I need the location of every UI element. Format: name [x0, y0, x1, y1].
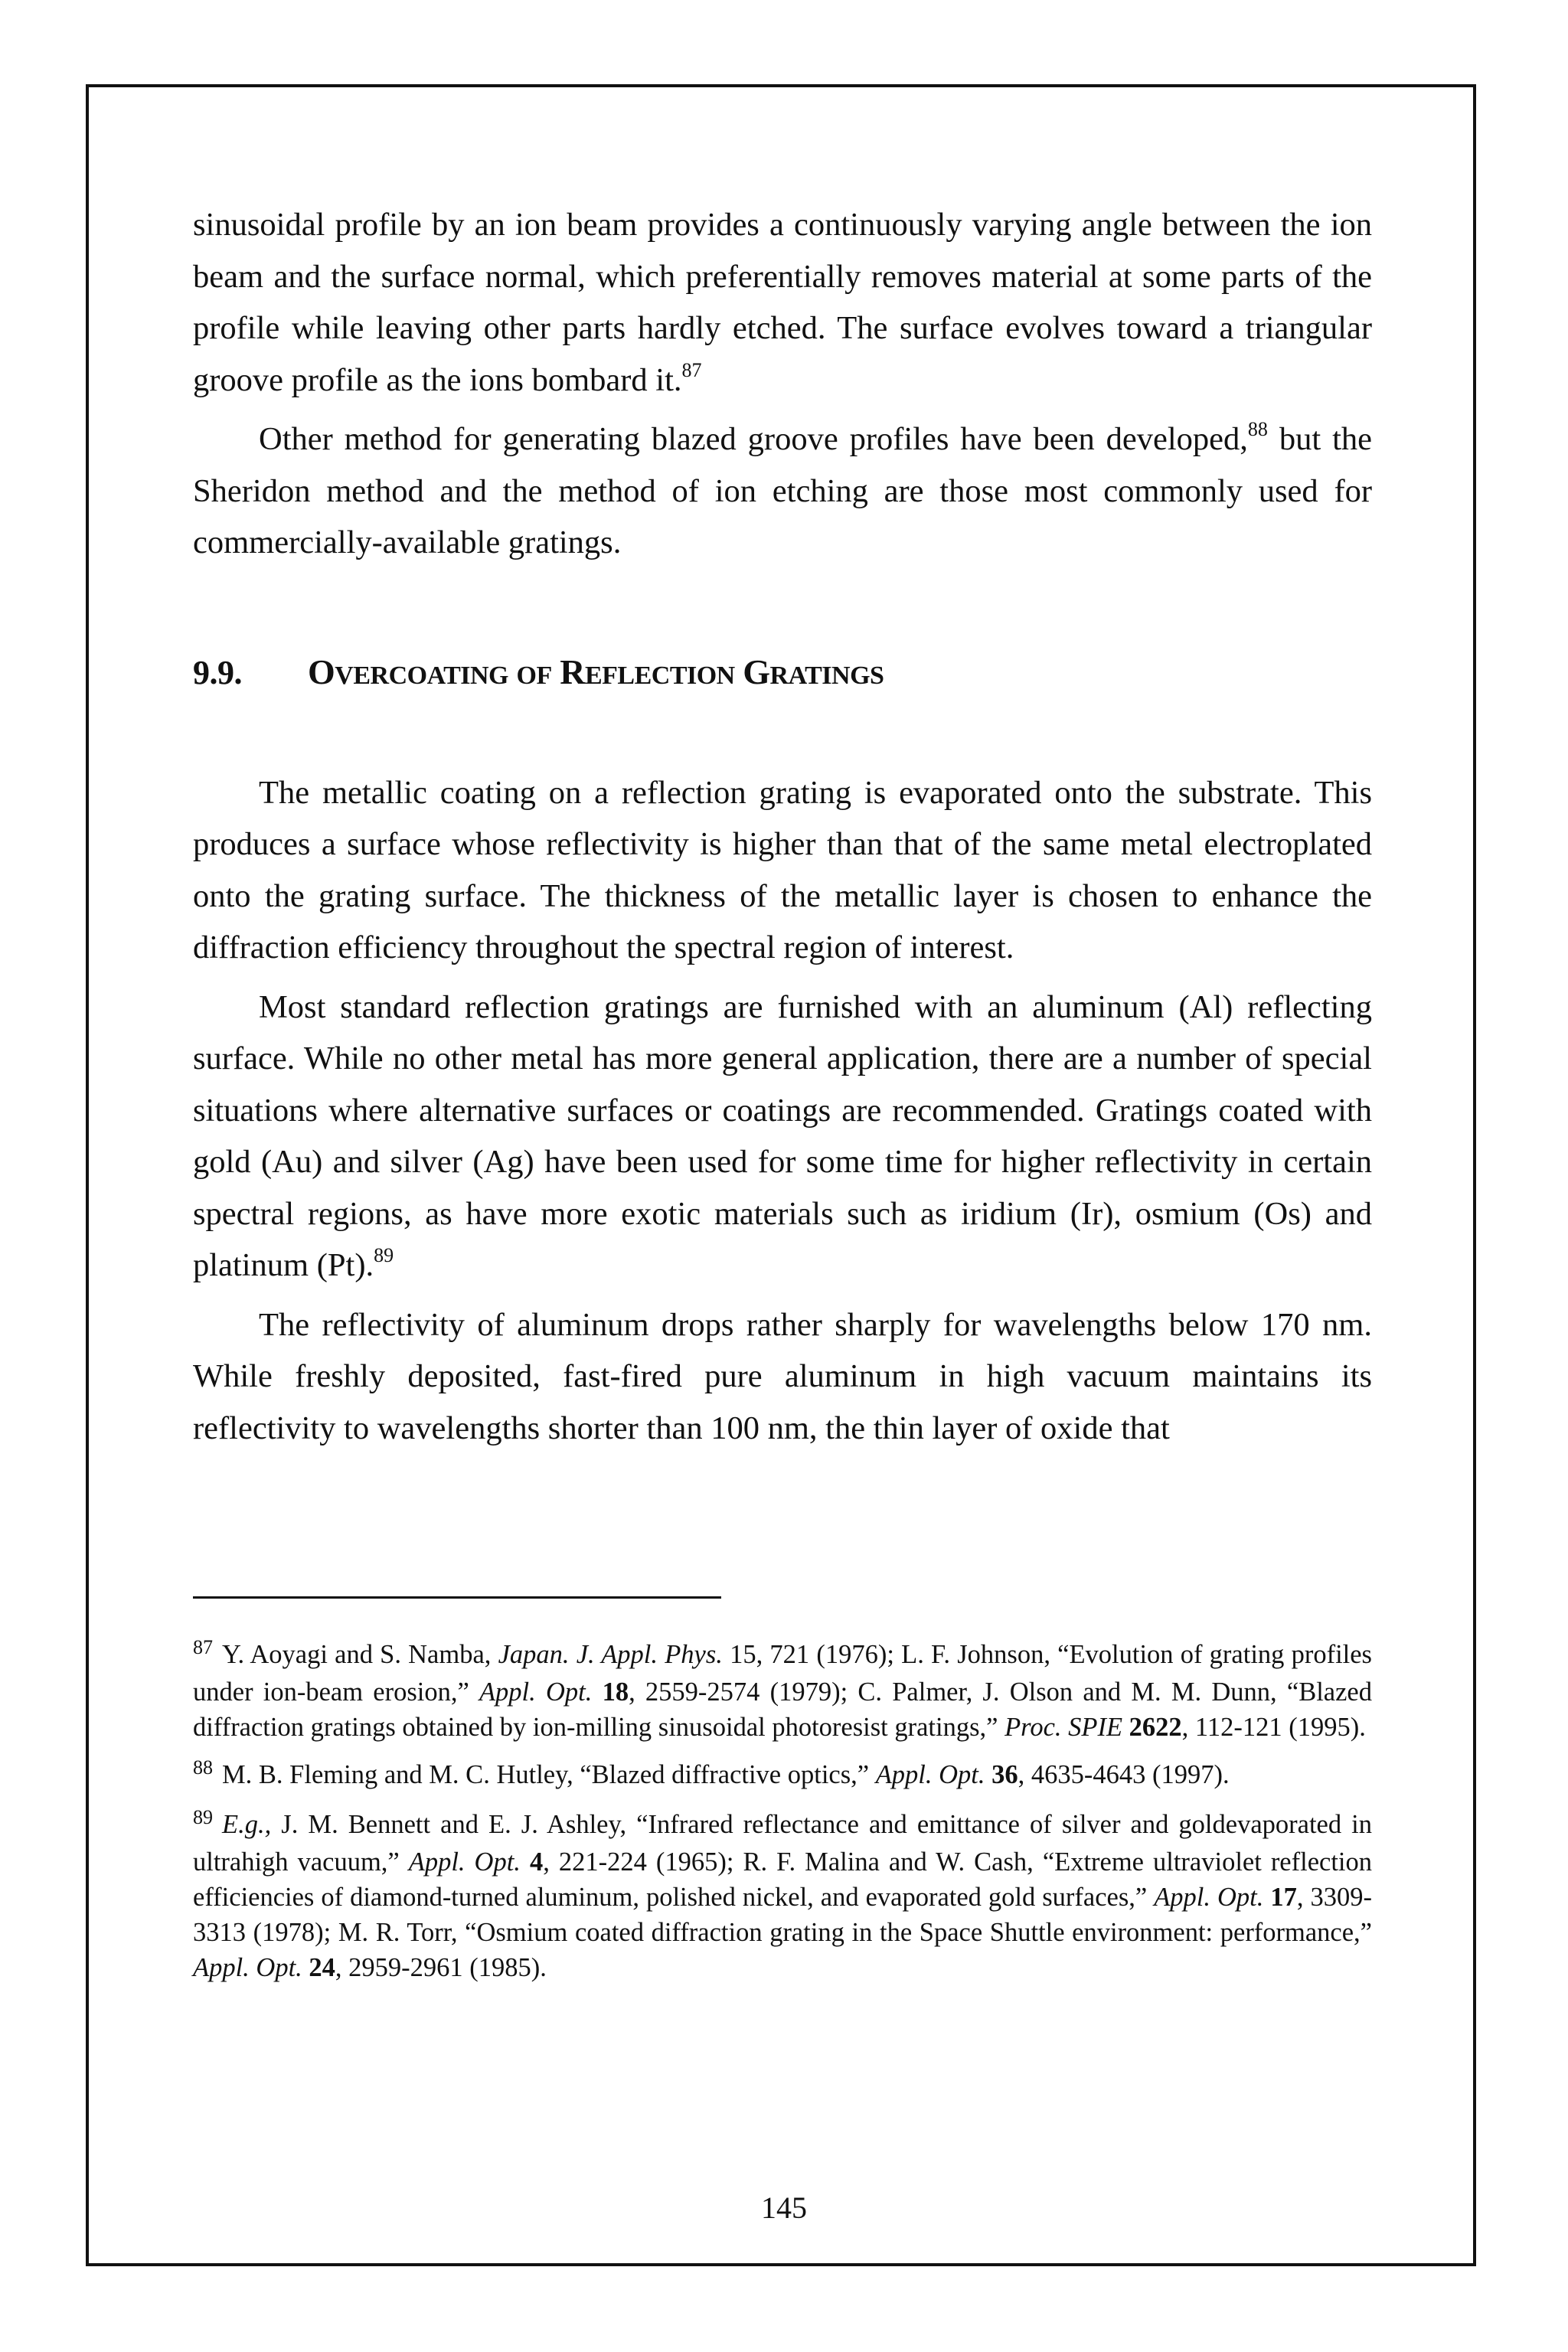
title-word: GRATINGS	[743, 652, 884, 691]
footnote-87: $^{87}$ Y. Aoyagi and S. Namba, Japan. J. Appl. Phys. 15, 721 (1976); L. F. Johnson, “Evolution of grating profiles under ion-beam erosion,” Appl. Opt. 18, 2559-2574 (1979); C. Palmer, J. Olson and M. M. Dunn, “Blazed diffraction gratings obtained by ion-milling sinusoidal photoresist gratings,” Proc. SPIE 2622, 112-121 (1995).	[193, 1636, 1372, 1742]
section-number: 9.9.	[193, 653, 242, 691]
paragraph-aluminum: Most standard reflection gratings are furnished with an aluminum (Al) reflecting surface. While no other metal has more general application, there are a number of special situations where alternative surfaces or coatings are recommended. Gratings coated with gold (Au) and silver (Ag) have been used for some time for higher reflectivity in certain spectral regions, as have more exotic materials such as iridium (Ir), osmium (Os) and platinum (Pt).$^{89}$	[193, 988, 1372, 1283]
footnote-89: $^{89}$ E.g., J. M. Bennett and E. J. Ashley, “Infrared reflectance and emittance of silver and goldevaporated in ultrahigh vacuum,” Appl. Opt. 4, 221-224 (1965); R. F. Malina and W. Cash, “Extreme ultraviolet reflection efficiencies of diamond-turned aluminum, polished nickel, and evaporated gold surfaces,” Appl. Opt. 17, 3309-3313 (1978); M. R. Torr, “Osmium coated diffraction grating in the Space Shuttle environment: performance,” Appl. Opt. 24, 2959-2961 (1985).	[193, 1806, 1373, 1982]
page-number: 145	[761, 2190, 807, 2225]
paragraph-reflectivity: The reflectivity of aluminum drops rather sharply for wavelengths below 170 nm. While freshly deposited, fast-fired pure aluminum in high vacuum maintains its reflectivity to wavelengths shorter than 100 nm, the thin layer of oxide that	[193, 1306, 1372, 1446]
footnote-separator	[193, 1596, 721, 1599]
title-word: OF	[516, 661, 552, 690]
paragraph-methods: Other method for generating blazed groove profiles have been developed,$^{88}$ but the Sheridon method and the method of ion etching are those most commonly used for commercially-available gratings.	[193, 418, 1372, 560]
paragraph-metallic-coating: The metallic coating on a reflection grating is evaporated onto the substrate. This produces a surface whose reflectivity is higher than that of the same metal electroplated onto the grating surface. The thickness of the metallic layer is chosen to enhance the diffraction efficiency throughout the spectral region of interest.	[193, 774, 1372, 965]
section-title	[308, 652, 884, 692]
main-text	[193, 199, 1372, 1454]
footnote-ref-87[interactable]: 87	[681, 358, 702, 381]
footnote-ref-88[interactable]: 88	[1247, 418, 1268, 440]
footnote-88: $^{88}$ M. B. Fleming and M. C. Hutley, “Blazed diffractive optics,” Appl. Opt. 36, 4635-4643 (1997).	[193, 1756, 1230, 1789]
footnotes	[193, 1637, 1372, 1998]
footnote-ref-89[interactable]: 89	[374, 1244, 394, 1266]
title-word: REFLECTION	[560, 652, 735, 691]
title-word: OVERCOATING	[308, 652, 509, 691]
section-heading	[193, 652, 1372, 692]
paragraph-continued: sinusoidal profile by an ion beam provides a continuously varying angle between the ion beam and the surface normal, which preferentially removes material at some parts of the profile while leaving other parts hardly etched. The surface evolves toward a triangular groove profile as the ions bombard it.$^{87}$	[193, 207, 1372, 398]
